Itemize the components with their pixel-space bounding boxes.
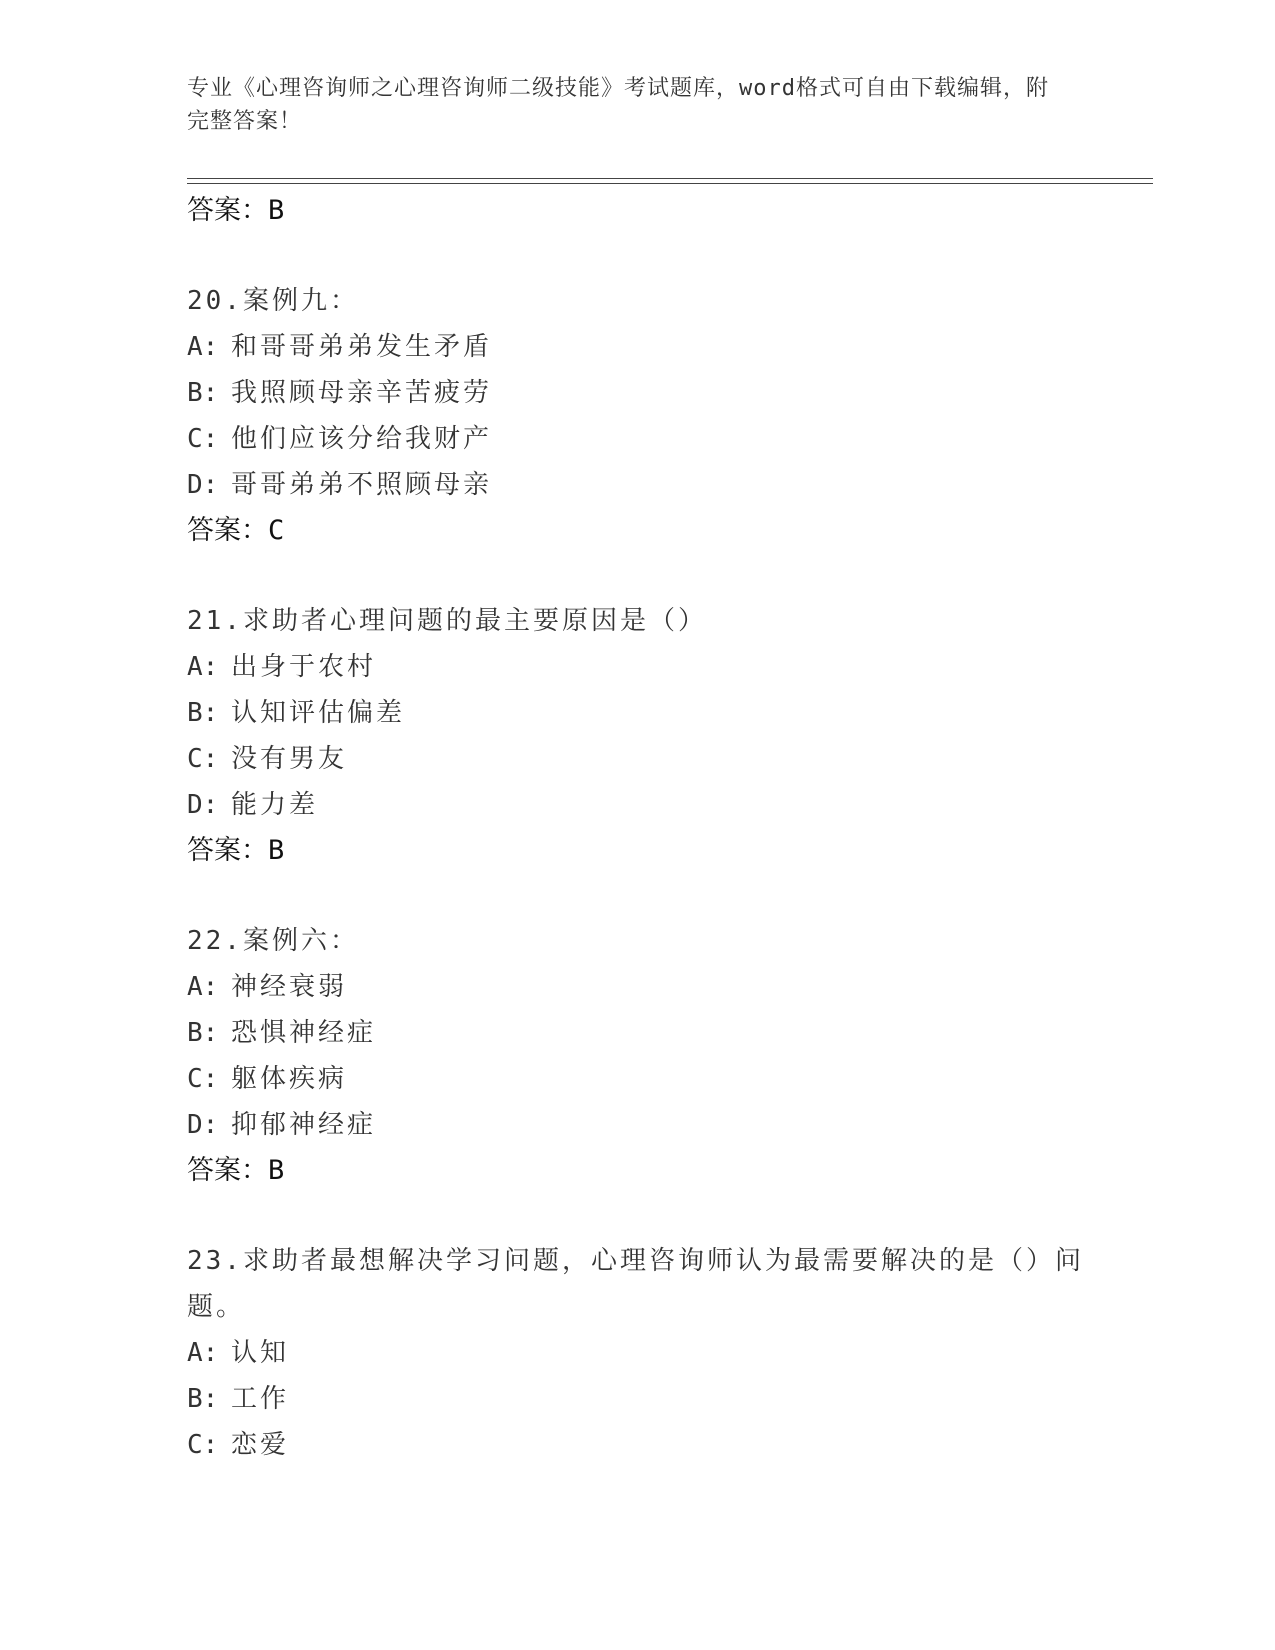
- question-list: [187, 188, 1087, 1468]
- option-letter: C:: [187, 1064, 219, 1094]
- option-text: 工作: [231, 1384, 290, 1414]
- option-a: [187, 964, 1087, 1010]
- option-text: 哥哥弟弟不照顾母亲: [231, 470, 493, 500]
- option-text: 能力差: [231, 790, 319, 820]
- option-text: 认知: [231, 1338, 290, 1368]
- option-text: 和哥哥弟弟发生矛盾: [231, 332, 493, 362]
- option-letter: B:: [187, 378, 219, 408]
- option-c: [187, 1056, 1087, 1102]
- option-text: 恐惧神经症: [231, 1018, 377, 1048]
- option-letter: C:: [187, 744, 219, 774]
- option-letter: C:: [187, 1430, 219, 1460]
- option-c: [187, 416, 1087, 462]
- option-letter: D:: [187, 470, 219, 500]
- option-a: [187, 1330, 1087, 1376]
- question-block: [187, 278, 1087, 554]
- answer-line: 答案：B: [187, 1155, 285, 1186]
- question-title: 20.案例九：: [187, 286, 359, 316]
- option-text: 神经衰弱: [231, 972, 348, 1002]
- option-text: 我照顾母亲辛苦疲劳: [231, 378, 493, 408]
- option-d: [187, 782, 1087, 828]
- answer-line: 答案：B: [187, 835, 285, 866]
- question-title: 22.案例六：: [187, 926, 359, 956]
- option-b: [187, 1376, 1087, 1422]
- option-letter: B:: [187, 1384, 219, 1414]
- option-b: [187, 690, 1087, 736]
- option-letter: A:: [187, 972, 219, 1002]
- header-divider-bottom: [187, 183, 1153, 184]
- option-b: [187, 370, 1087, 416]
- option-letter: D:: [187, 790, 219, 820]
- document-header: 专业《心理咨询师之心理咨询师二级技能》考试题库，word格式可自由下载编辑，附完整答案！: [187, 76, 1049, 134]
- question-title: 23.求助者最想解决学习问题，心理咨询师认为最需要解决的是（）问题。: [187, 1246, 1084, 1322]
- option-text: 抑郁神经症: [231, 1110, 377, 1140]
- option-b: [187, 1010, 1087, 1056]
- option-letter: B:: [187, 698, 219, 728]
- header-divider-top: [187, 178, 1153, 179]
- option-c: [187, 736, 1087, 782]
- option-a: [187, 644, 1087, 690]
- option-letter: B:: [187, 1018, 219, 1048]
- option-text: 恋爱: [231, 1430, 290, 1460]
- option-text: 没有男友: [231, 744, 348, 774]
- option-letter: A:: [187, 652, 219, 682]
- question-block: [187, 598, 1087, 874]
- option-d: [187, 1102, 1087, 1148]
- option-letter: C:: [187, 424, 219, 454]
- option-text: 他们应该分给我财产: [231, 424, 493, 454]
- option-a: [187, 324, 1087, 370]
- question-block: [187, 1238, 1087, 1468]
- option-text: 认知评估偏差: [231, 698, 406, 728]
- option-letter: A:: [187, 1338, 219, 1368]
- option-c: [187, 1422, 1087, 1468]
- answer-line: 答案：C: [187, 515, 285, 546]
- question-title: 21.求助者心理问题的最主要原因是（）: [187, 606, 707, 636]
- option-d: [187, 462, 1087, 508]
- option-text: 躯体疾病: [231, 1064, 348, 1094]
- option-letter: A:: [187, 332, 219, 362]
- option-letter: D:: [187, 1110, 219, 1140]
- question-block: [187, 918, 1087, 1194]
- answer-line: 答案：B: [187, 195, 285, 226]
- option-text: 出身于农村: [231, 652, 377, 682]
